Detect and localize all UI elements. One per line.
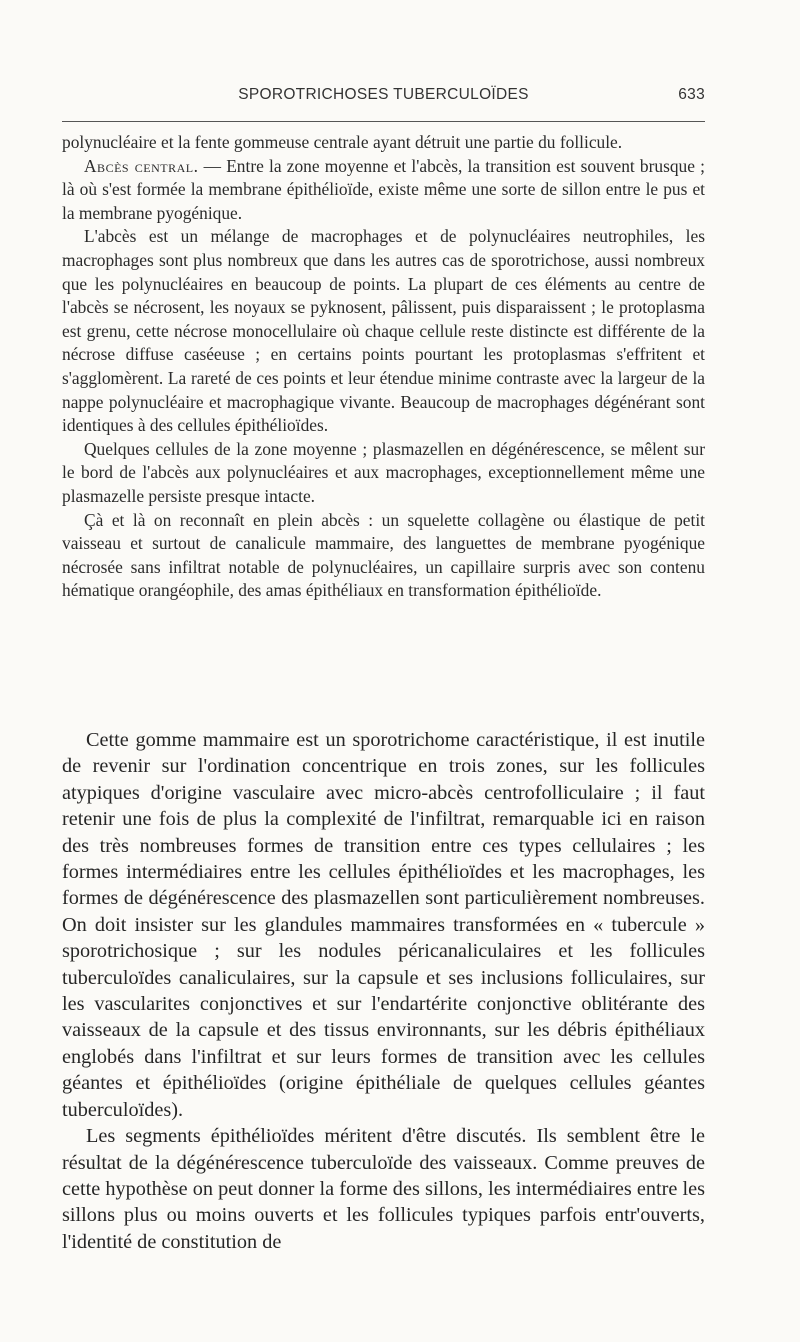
paragraph: Quelques cellules de la zone moyenne ; plasmazellen en dégénérescence, se mêlent sur le bord de l'abcès aux polynucléaires et aux macrophages, exceptionnellement même une plasmazelle persiste presque intacte. — [62, 438, 705, 506]
paragraph: Les segments épithélioïdes méritent d'être discutés. Ils semblent être le résultat de la dégénérescence tuberculoïde des vaisseaux. Comme preuves de cette hypothèse on peut donner la forme des sillons, les intermédiaires entre les sillons plus ou moins ouverts et les follicules typiques parfois entr'ouverts, l'identité de constitution de — [62, 1125, 705, 1253]
paragraph: Çà et là on reconnaît en plein abcès : un squelette collagène ou élastique de petit vaisseau et surtout de canalicule mammaire, des languettes de membrane pyogénique nécrosée sans infiltrat notable de polynucléaires, un capillaire surpris avec son contenu hématique orangéophile, des amas épithéliaux en transformation épithélioïde. — [62, 509, 705, 601]
page-header — [62, 86, 705, 110]
paragraph-abces-central — [62, 155, 705, 226]
paragraph: Cette gomme mammaire est un sporotrichome caractéristique, il est inutile de revenir sur l'ordination concentrique en trois zones, sur les follicules atypiques d'origine vasculaire avec micro-abcès centrofolliculaire ; il faut retenir une fois de plus la complexité de l'infiltrat, remarquable ici en raison des très nombreuses formes de transition entre ces types cellulaires ; les formes intermédiaires entre les cellules épithélioïdes et les macrophages, les formes de dégénérescence des plasmazellen sont particulièrement nombreuses. On doit insister sur les glandules mammaires transformées en « tubercule » sporotrichosique ; sur les nodules péricanaliculaires et les follicules tuberculoïdes canaliculaires, sur la capsule et ses inclusions folliculaires, sur les vascularites conjonctives et sur l'endartérite conjonctive oblitérante des vaisseaux de la capsule et des tissus environnants, sur les débris épithéliaux englobés dans l'infiltrat et sur leurs formes de transition avec les cellules géantes et épithélioïdes (origine épithéliale de quelques cellules géantes tuberculoïdes). — [62, 729, 705, 1121]
paragraph: L'abcès est un mélange de macrophages et de polynucléaires neutrophiles, les macrophages sont plus nombreux que dans les autres cas de sporotrichose, aussi nombreux que les polynucléaires en beaucoup de points. La plupart de ces éléments au centre de l'abcès se nécrosent, les noyaux se pyknosent, pâlissent, puis disparaissent ; le protoplasma est grenu, cette nécrose monocellulaire où chaque cellule reste distincte est différente de la nécrose diffuse caséeuse ; en certains points pourtant les protoplasmas s'effritent et s'agglomèrent. La rareté de ces points et leur étendue minime contraste avec la largeur de la nappe polynucléaire et macrophagique vivante. Beaucoup de macrophages dégénérant sont identiques à des cellules épithélioïdes. — [62, 226, 705, 436]
section-heading-abces-central: Abcès central. — [84, 155, 199, 176]
running-title: SPOROTRICHOSES TUBERCULOÏDES — [238, 86, 529, 103]
small-print-section — [62, 131, 705, 603]
abces-central-text: — Entre la zone moyenne et l'abcès, la transition est souvent brusque ; là où s'est formée la membrane épithélioïde, existe même une sorte de sillon entre le pus et la membrane pyogénique. — [62, 155, 705, 223]
paragraph-continuation: polynucléaire et la fente gommeuse centrale ayant détruit une partie du follicule. — [62, 132, 623, 152]
page-number: 633 — [678, 86, 705, 103]
header-rule — [62, 121, 705, 122]
main-text-section — [62, 727, 705, 1255]
